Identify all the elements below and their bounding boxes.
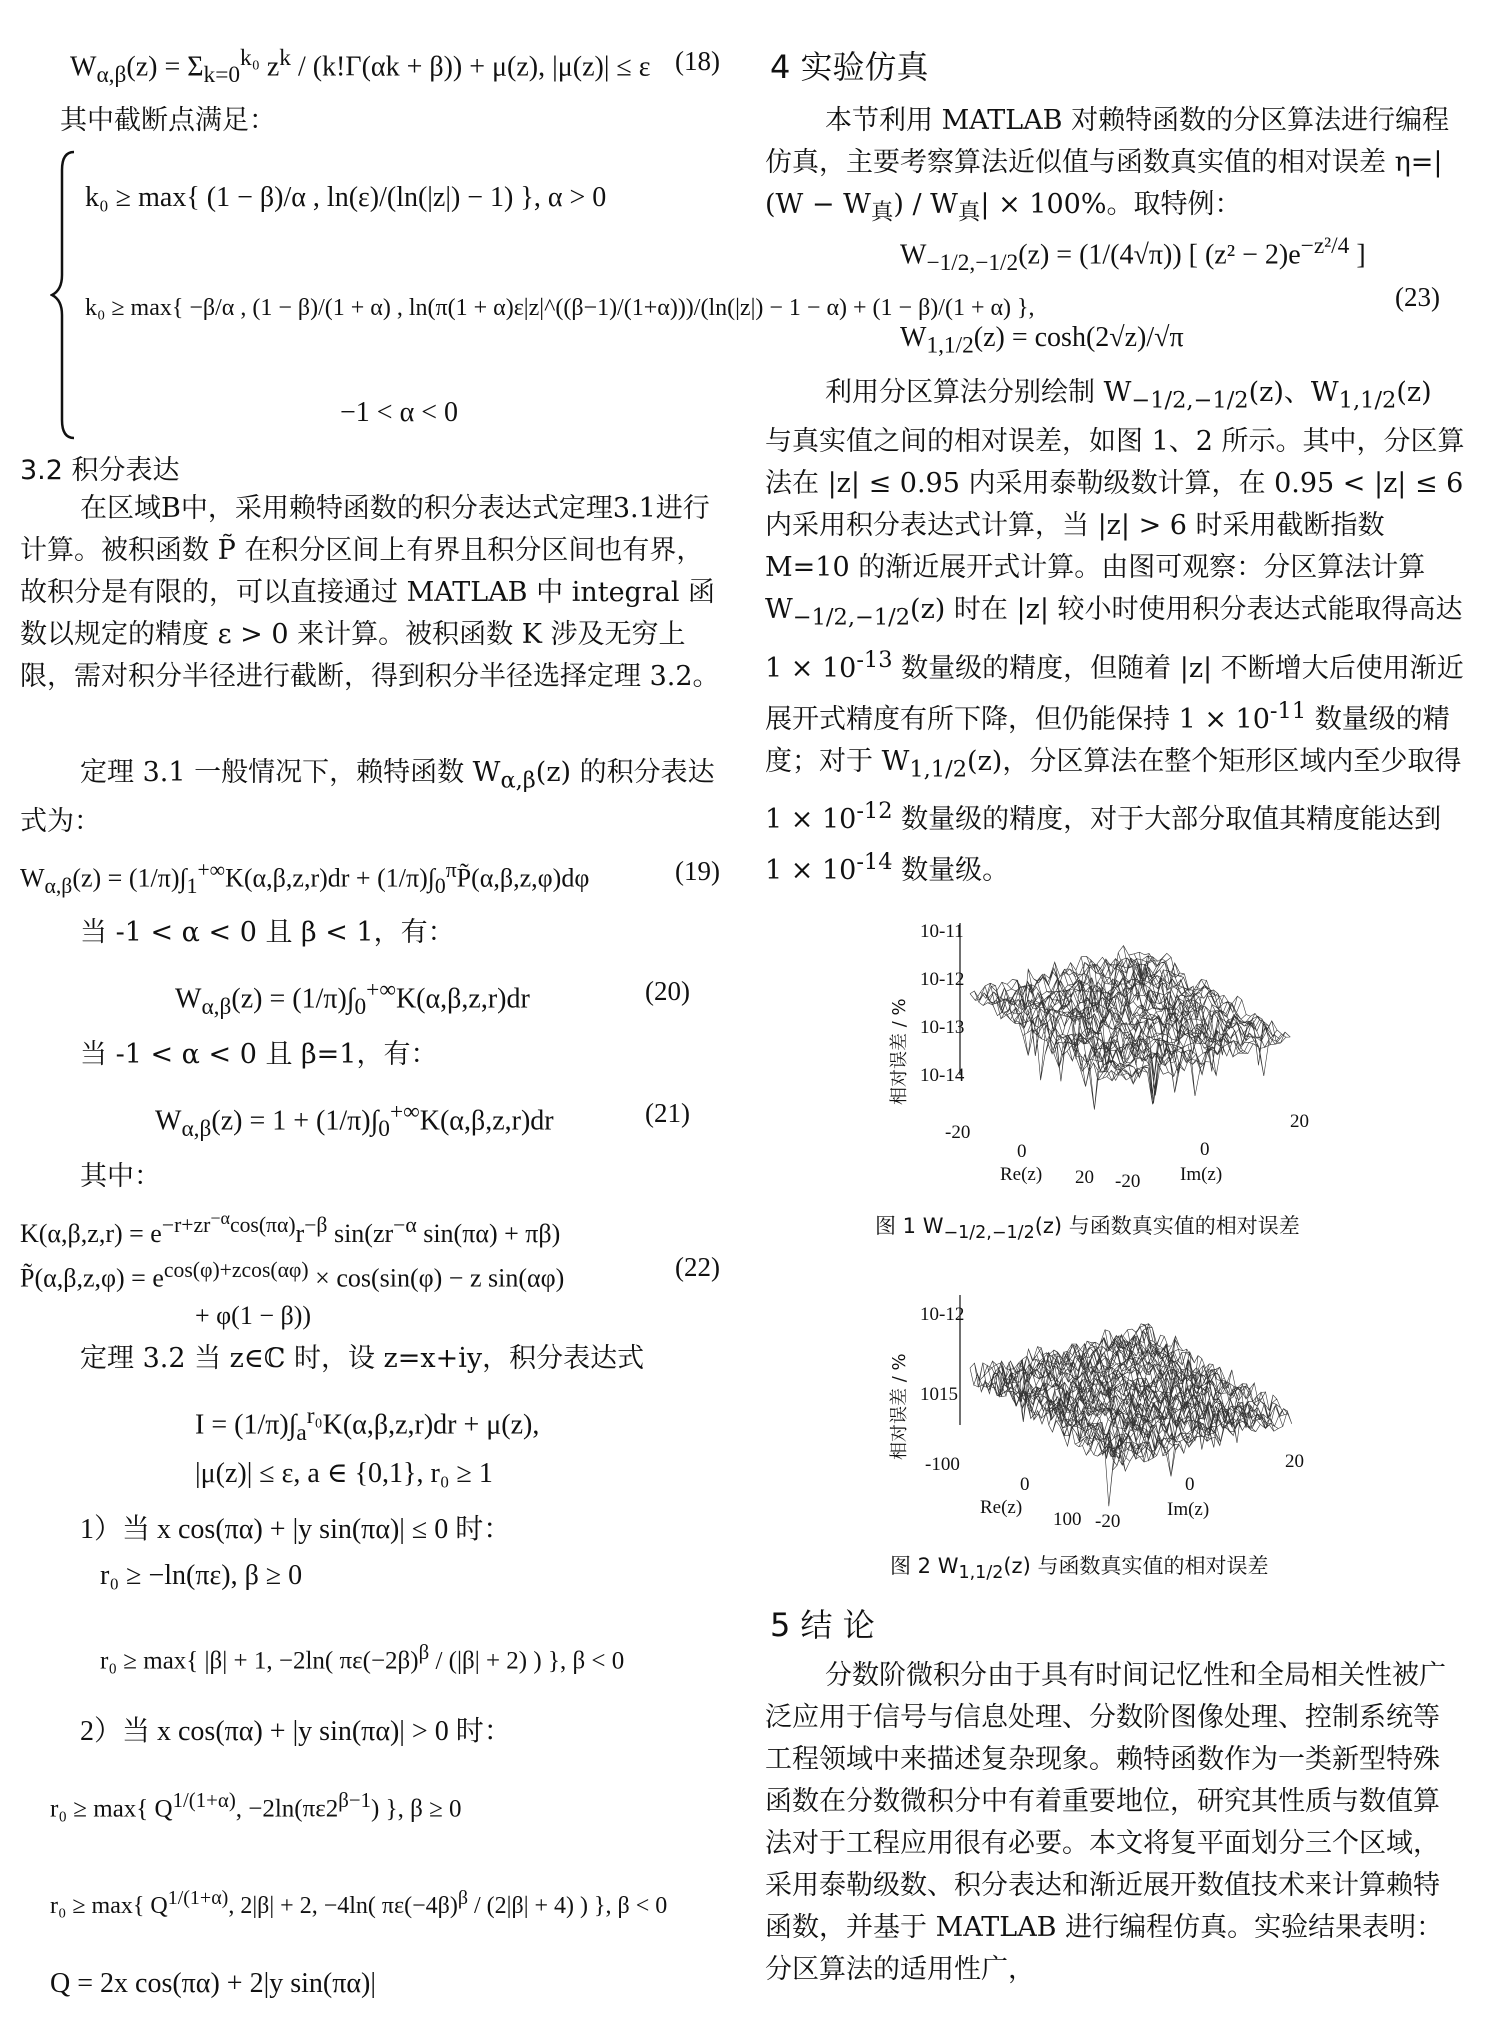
case-2-beta-neg: r₀ ≥ max{ $Q^{1/(1+\alpha)}$, 2|β| + 2, −4ln( $\pi\varepsilon(-4\beta)^\beta / (2|\beta| + 4)$ ) }, β < 0 — [50, 1887, 668, 1919]
figure-2-mesh — [970, 1324, 1292, 1507]
equation-19: $W_{\alpha,\beta}(z) = (1/\pi)\int_1^{+\infty}K(\alpha,\beta,z,r)dr$ + $(1/\pi)\int_0^\pi P̃(\alpha,\beta,z,\varphi)d\varphi$ — [20, 858, 590, 898]
equation-20-number: (20) — [645, 976, 690, 1006]
case-2-title: 2）当 x cos(πα) + |y sin(πα)| > 0 时： — [80, 1716, 512, 1747]
figure-1-im-tick-2: 0 — [1200, 1139, 1210, 1160]
theorem-3-2: 定理 3.2 当 z∈ℂ 时，设 z=x+iy，积分表达式 — [80, 1343, 645, 1374]
figure-2-re-tick-2: 0 — [1020, 1474, 1030, 1495]
figure-1-im-label: Im(z) — [1180, 1164, 1223, 1185]
figure-1-mesh — [970, 946, 1290, 1110]
figure-2-re-tick-3: 100 — [1053, 1509, 1082, 1530]
paragraph-integral: 在区域B中，采用赖特函数的积分表达式定理3.1进行计算。被积函数 P̃ 在积分区间上有界且积分区间也有界，故积分是有限的，可以直接通过 MATLAB 中 integral 函数以规定的精度 ε > 0 来计算。被积函数 K 涉及无穷上限，需对积分半径进行截断，得到积分半径选择定理 3.2。 — [20, 493, 720, 692]
equation-21: $W_{\alpha,\beta}(z) = 1 + (1/\pi)\int_0^{+\infty}K(\alpha,\beta,z,r)dr$ — [155, 1099, 554, 1142]
case-beta-equal-1: 当 -1 < α < 0 且 β=1，有： — [80, 1039, 438, 1070]
equation-22-P-cont: + φ(1 − β)) — [195, 1301, 312, 1330]
figure-1-ylabel: 相对误差 / % — [889, 998, 910, 1105]
figure-1-im-tick-3: -20 — [1115, 1171, 1141, 1192]
section-5-title: 5 结 论 — [770, 1606, 875, 1644]
section-3-2-title: 3.2 积分表达 — [20, 455, 180, 486]
figure-2-ytick-1: 10-12 — [920, 1304, 965, 1325]
figure-2-surface-plot — [875, 1275, 1345, 1540]
figure-2-im-label: Im(z) — [1167, 1499, 1210, 1520]
figure-1-re-tick-2: 0 — [1017, 1141, 1027, 1162]
equation-I: $I = (1/\pi)\int_a^{r_0}K(\alpha,\beta,z,r)dr + \mu(z)$, — [195, 1403, 540, 1446]
figure-2-im-tick-1: 20 — [1285, 1451, 1304, 1472]
case-beta-less-1: 当 -1 < α < 0 且 β < 1，有： — [80, 917, 455, 948]
equation-18-number: (18) — [675, 46, 720, 76]
condition-alpha-range: −1 < α < 0 — [340, 397, 459, 428]
paragraph-conclusion: 分数阶微积分由于具有时间记忆性和全局相关性被广泛应用于信号与信息处理、分数阶图像处理、控制系统等工程领域中来描述复杂现象。赖特函数作为一类新型特殊函数在分数微积分中有着重要地位，研究其性质与数值算法对于工程应用很有必要。本文将复平面划分三个区域，采用泰勒级数、积分表达和渐近展开数值技术来计算赖特函数，并基于 MATLAB 进行编程仿真。实验结果表明：分区算法的适用性广， — [765, 1660, 1446, 1985]
figure-1-re-tick-3: 20 — [1075, 1167, 1094, 1188]
where-label: 其中： — [80, 1161, 161, 1192]
equation-22-K: $K(\alpha,\beta,z,r) = e^{-r+zr^{-\alpha}cos(\pi\alpha)}r^{-\beta}$ $\sin(zr^{-\alpha}$ sin(πα) + πβ) — [20, 1208, 561, 1248]
figure-2-ylabel: 相对误差 / % — [889, 1353, 910, 1460]
left-brace — [50, 150, 80, 440]
Q-definition: Q = 2x cos(πα) + 2|y sin(πα)| — [50, 1968, 376, 1999]
truncation-intro: 其中截断点满足： — [60, 105, 276, 136]
figure-2-caption: 图 2 $W_{1,1/2}(z)$ 与函数真实值的相对误差 — [890, 1554, 1269, 1584]
condition-alpha-negative: k₀ ≥ max{ −β/α , (1 − β)/(1 + α) , ln(π(1 + α)ε|z|^((β−1)/(1+α)))/(ln(|z|) − 1 − α) + (1 − β)/(1 + α) }, — [85, 295, 1035, 321]
equation-19-number: (19) — [675, 856, 720, 886]
figure-1-ytick-1: 10-11 — [920, 921, 964, 942]
equation-23-a: $W_{-1/2,-1/2}(z) = (1/(4√\pi))$ [ $(z^2 - 2)e^{-z^2/4}$ ] — [900, 233, 1366, 276]
paragraph-experiment: 本节利用 MATLAB 对赖特函数的分区算法进行编程仿真，主要考察算法近似值与函数真实值的相对误差 $\eta=|(W - W_真) / W_真| \times 100\%$。取特例： — [765, 105, 1450, 226]
case-1-title: 1）当 x cos(πα) + |y sin(πα)| ≤ 0 时： — [80, 1514, 512, 1545]
figure-2-im-tick-3: -20 — [1095, 1511, 1121, 1532]
section-4-title: 4 实验仿真 — [770, 48, 929, 86]
figure-1-caption: 图 1 $W_{-1/2,-1/2}(z)$ 与函数真实值的相对误差 — [875, 1214, 1300, 1244]
figure-1-ytick-3: 10-13 — [920, 1017, 965, 1038]
theorem-3-1: 定理 3.1 一般情况下，赖特函数 $W_{\alpha,\beta}(z)$ 的积分表达式为： — [20, 757, 715, 838]
paragraph-results: 利用分区算法分别绘制 $W_{-1/2,-1/2}(z)$、$W_{1,1/2}(z)$ 与真实值之间的相对误差，如图 1、2 所示。其中，分区算法在 |z| ≤ 0.95 内采用泰勒级数计算，在 0.95 < |z| ≤ 6 内采用积分表达式计算，当 |z| > 6 时采用截断指数 M=10 的渐近展开式计算。由图可观察：分区算法计算 $W_{-1/2,-1/2}(z)$ 时在 |z| 较小时使用积分表达式能取得高达 $1 \times 10^{-13}$ 数量级的精度，但随着 |z| 不断增大后使用渐近展开式精度有所下降，但仍能保持 $1 \times 10^{-11}$ 数量级的精度；对于 $W_{1,1/2}(z)$，分区算法在整个矩形区域内至少取得 $1 \times 10^{-12}$ 数量级的精度，对于大部分取值其精度能达到 $1 \times 10^{-14}$ 数量级。 — [765, 377, 1465, 887]
figure-2-im-tick-2: 0 — [1185, 1474, 1195, 1495]
case-2-beta-nonneg: r₀ ≥ max{ $Q^{1/(1+\alpha)}$, $-2\ln(\pi\varepsilon 2^{\beta-1})$ }, β ≥ 0 — [50, 1788, 462, 1823]
equation-23-b: $W_{1,1/2}(z) = \cosh(2√z)/√\pi$ — [900, 322, 1184, 359]
equation-18: $W_{\alpha,\beta}(z) = \Sigma_{k=0}^{k_0}$ $z^k / (k!\Gamma(\alpha k + \beta)) + \mu(z)$, |μ(z)| ≤ ε — [70, 45, 651, 88]
equation-I-cond: |μ(z)| ≤ ε, a ∈ {0,1}, r₀ ≥ 1 — [195, 1458, 493, 1489]
equation-20: $W_{\alpha,\beta}(z) = (1/\pi)\int_0^{+\infty}K(\alpha,\beta,z,r)dr$ — [175, 977, 530, 1020]
figure-2-re-label: Re(z) — [980, 1497, 1023, 1518]
figure-1-surface-plot — [875, 905, 1345, 1195]
equation-22-number: (22) — [675, 1252, 720, 1282]
figure-2-re-tick-1: -100 — [925, 1454, 960, 1475]
figure-1-re-label: Re(z) — [1000, 1164, 1043, 1185]
figure-1-im-tick-1: 20 — [1290, 1111, 1309, 1132]
figure-1-re-tick-1: -20 — [945, 1122, 971, 1143]
figure-2-ytick-2: 1015 — [920, 1384, 958, 1405]
condition-alpha-positive: k₀ ≥ max{ (1 − β)/α , ln(ε)/(ln(|z|) − 1) }, α > 0 — [85, 182, 607, 213]
case-1-beta-nonneg: r₀ ≥ −ln(πε), β ≥ 0 — [100, 1560, 303, 1591]
equation-21-number: (21) — [645, 1098, 690, 1128]
case-1-beta-neg: r₀ ≥ max{ |β| + 1, −2ln( $\pi\varepsilon(-2\beta)^\beta / (|\beta| + 2)$ ) }, β < 0 — [100, 1640, 625, 1675]
equation-22-P: P̃(α,β,z,φ) = $e^{cos(\varphi)+zcos(\alpha\varphi)} \times \cos(\sin(\varphi) - z$ sin(αφ) — [20, 1258, 565, 1293]
figure-1-ytick-2: 10-12 — [920, 969, 965, 990]
equation-23-number: (23) — [1395, 282, 1440, 312]
figure-1-ytick-4: 10-14 — [920, 1065, 965, 1086]
